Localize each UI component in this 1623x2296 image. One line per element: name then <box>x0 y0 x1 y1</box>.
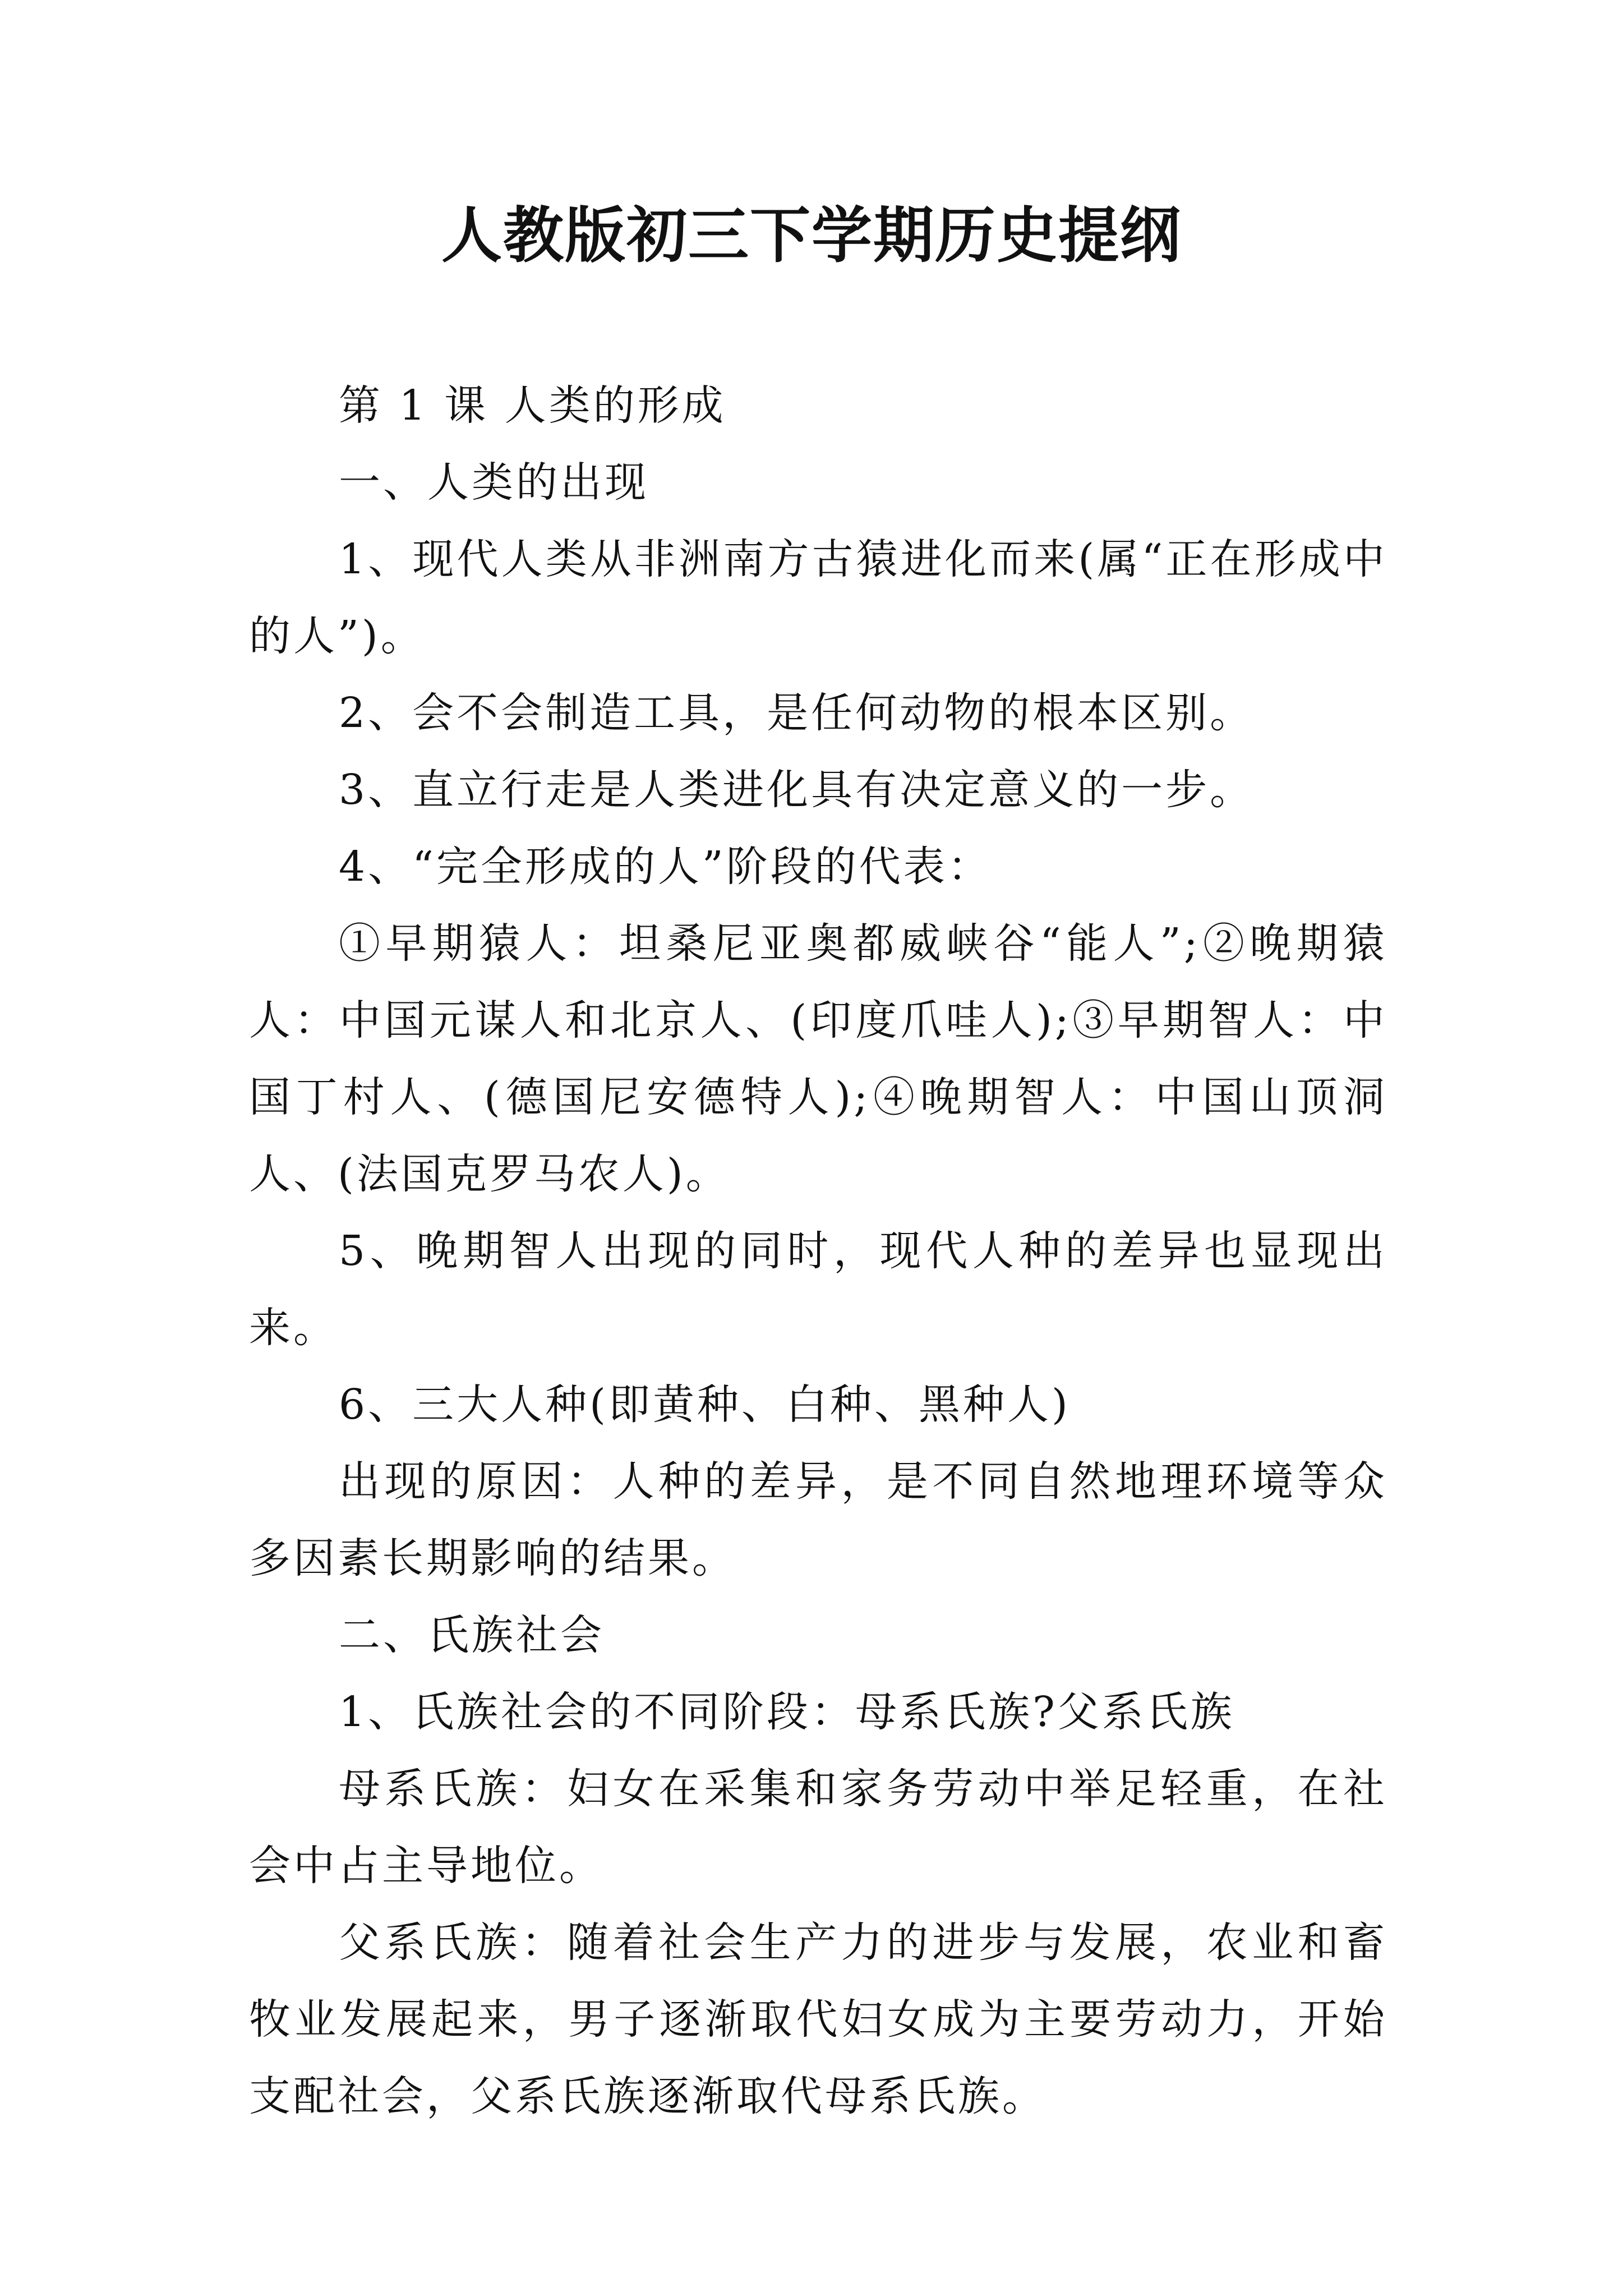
paragraph: 1、氏族社会的不同阶段：母系氏族?父系氏族 <box>339 1688 1235 1736</box>
paragraph: 6、三大人种(即黄种、白种、黑种人) <box>339 1381 1071 1429</box>
paragraph: 5、晚期智人出现的同时，现代人种的差异也显现出来。 <box>249 1227 1387 1352</box>
paragraph: 4、“完全形成的人”阶段的代表： <box>339 843 992 891</box>
paragraph: 父系氏族：随着社会生产力的进步与发展，农业和畜牧业发展起来，男子逐渐取代妇女成为主要劳动力，开始支配社会，父系氏族逐渐取代母系氏族。 <box>249 1918 1387 2120</box>
paragraph: 2、会不会制造工具，是任何动物的根本区别。 <box>339 689 1255 737</box>
paragraph: 出现的原因：人种的差异，是不同自然地理环境等众多因素长期影响的结果。 <box>249 1457 1387 1582</box>
paragraph: 母系氏族：妇女在采集和家务劳动中举足轻重，在社会中占主导地位。 <box>249 1765 1387 1890</box>
document-body <box>249 367 1387 2135</box>
paragraph: ①早期猿人：坦桑尼亚奥都威峡谷“能人”;②晚期猿人：中国元谋人和北京人、(印度爪哇人);③早期智人：中国丁村人、(德国尼安德特人);④晚期智人：中国山顶洞人、(法国克罗马农人)。 <box>249 919 1387 1198</box>
section-heading: 一、人类的出现 <box>339 458 649 507</box>
document-title: 人教版初三下学期历史提纲 <box>441 200 1182 271</box>
paragraph: 1、现代人类从非洲南方古猿进化而来(属“正在形成中的人”)。 <box>249 535 1387 660</box>
section-heading: 二、氏族社会 <box>339 1611 605 1659</box>
paragraph: 3、直立行走是人类进化具有决定意义的一步。 <box>339 766 1255 814</box>
lesson-heading: 第 1 课 人类的形成 <box>339 381 726 430</box>
